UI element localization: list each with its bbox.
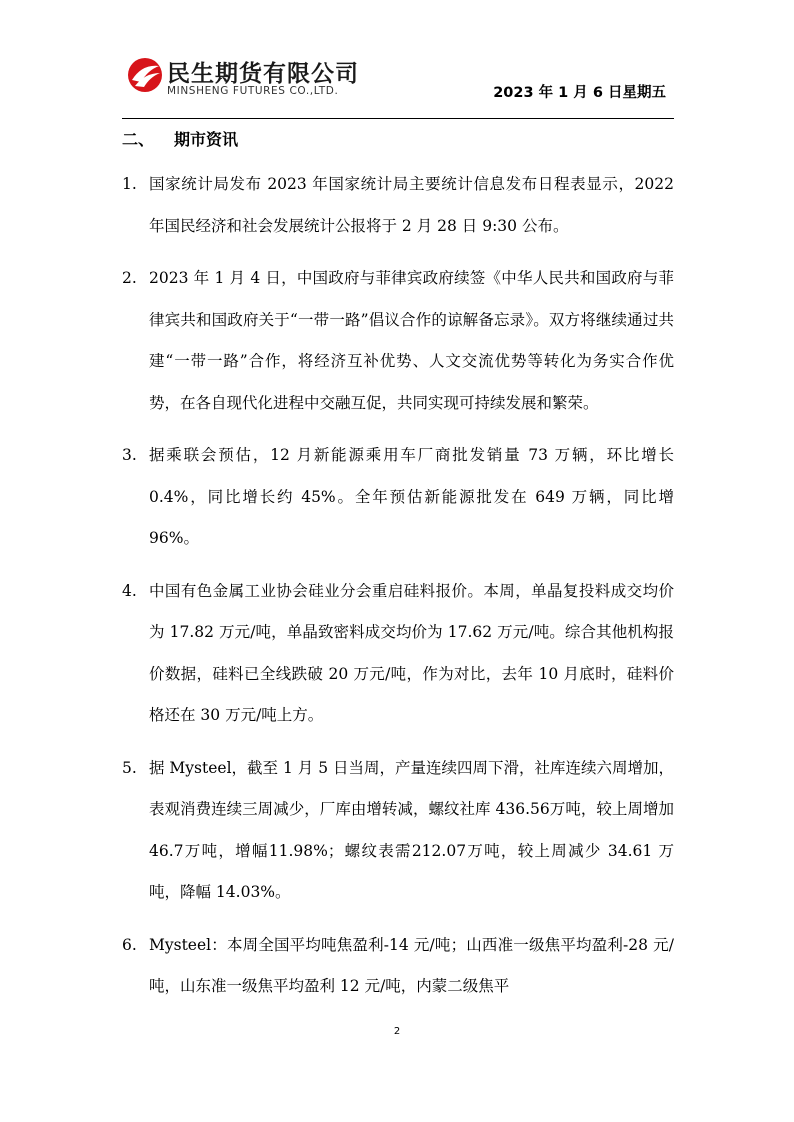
- item-index: 6.: [122, 935, 137, 954]
- page-header: [122, 52, 674, 116]
- list-item: [122, 748, 674, 914]
- item-index: 3.: [122, 446, 137, 464]
- item-text: Mysteel：本周全国平均吨焦盈利-14 元/吨；山西准一级焦平均盈利-28 元/吨，山东准一级焦平均盈利 12 元/吨，内蒙二级焦平: [149, 935, 674, 995]
- list-item: [122, 435, 674, 560]
- item-text: 据乘联会预估，12 月新能源乘用车厂商批发销量 73 万辆，环比增长 0.4%，同比增长约 45%。全年预估新能源批发在 649 万辆，同比增 96%。: [149, 446, 674, 547]
- item-text: 国家统计局发布 2023 年国家统计局主要统计信息发布日程表显示，2022 年国民经济和社会发展统计公报将于 2 月 28 日 9:30 公布。: [149, 175, 674, 235]
- header-divider: [122, 118, 674, 119]
- item-index: 2.: [122, 269, 137, 287]
- item-index: 5.: [122, 758, 137, 777]
- company-name-en: MINSHENG FUTURES CO.,LTD.: [167, 85, 339, 97]
- list-item: [122, 258, 674, 424]
- section-title: 期市资讯: [174, 130, 239, 149]
- item-text: 中国有色金属工业协会硅业分会重启硅料报价。本周，单晶复投料成交均价为 17.82 万元/吨，单晶致密料成交均价为 17.62 万元/吨。综合其他机构报价数据，硅料已全线跌破 20 万元/吨，作为对比，去年 10 月底时，硅料价格还在 30 万元/吨上方。: [149, 581, 674, 724]
- item-index: 1.: [122, 175, 137, 193]
- list-item: [122, 164, 674, 247]
- page-number: 2: [393, 1026, 401, 1037]
- list-item: [122, 571, 674, 737]
- company-logo: [122, 52, 382, 102]
- item-text: 据 Mysteel，截至 1 月 5 日当周，产量连续四周下滑，社库连续六周增加，表观消费连续三周减少，厂库由增转减，螺纹社库 436.56万吨，较上周增加46.7万吨，增幅11.98%；螺纹表需212.07万吨，较上周减少 34.61 万吨，降幅 14.03%。: [149, 758, 674, 901]
- news-list: [122, 164, 674, 1019]
- minsheng-logo-icon: [126, 56, 164, 94]
- section-heading: [122, 127, 238, 150]
- report-date: 2023 年 1 月 6 日星期五: [493, 85, 666, 101]
- item-text: 2023 年 1 月 4 日，中国政府与菲律宾政府续签《中华人民共和国政府与菲律宾共和国政府关于“一带一路”倡议合作的谅解备忘录》。双方将继续通过共建“一带一路”合作，将经济互补优势、人文交流优势等转化为务实合作优势，在各自现代化进程中交融互促，共同实现可持续发展和繁荣。: [149, 269, 674, 412]
- item-index: 4.: [122, 581, 137, 600]
- section-number: 二、: [122, 130, 155, 149]
- list-item: [122, 925, 674, 1008]
- company-name-cn: 民生期货有限公司: [167, 61, 359, 87]
